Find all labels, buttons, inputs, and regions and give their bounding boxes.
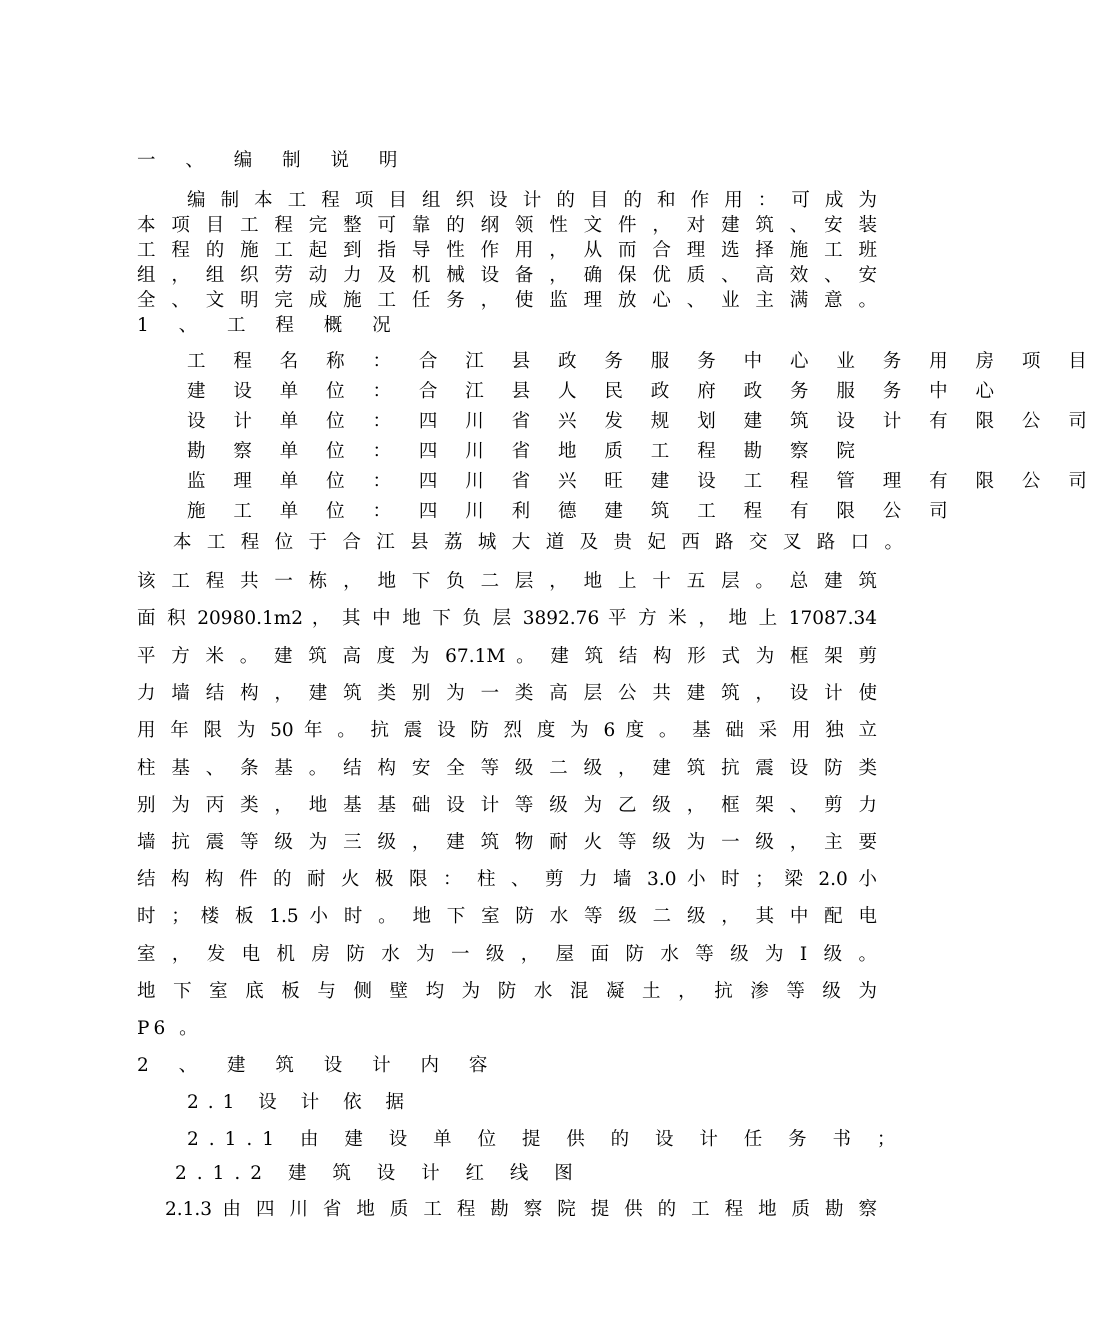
overview-line-1: 本 工 程 位 于 合 江 县 荔 城 大 道 及 贵 妃 西 路 交 叉 路 口 。 [173,532,903,553]
surveyor-row: 勘 察 单 位 ： 四 川 省 地 质 工 程 勘 察 院 [187,441,866,462]
overview-line-6: 用 年 限 为 50 年 。 抗 震 设 防 烈 度 为 6 度 。 基 础 采 用 独 立 [137,720,877,741]
design-basis-heading: 2.1 设 计 依 据 [187,1092,413,1113]
overview-line-5: 力 墙 结 构 ， 建 筑 类 别 为 一 类 高 层 公 共 建 筑 ， 设 计 使 [137,683,877,704]
basis-item-3: 2.1.3 由 四 川 省 地 质 工 程 勘 察 院 提 供 的 工 程 地 质 勘 察 [165,1199,877,1220]
intro-line-5: 全 、 文 明 完 成 施 工 任 务 ， 使 监 理 放 心 、 业 主 满 意 。 [137,290,877,311]
designer-row: 设 计 单 位 ： 四 川 省 兴 发 规 划 建 筑 设 计 有 限 公 司 [187,411,1098,432]
overview-line-12: 室 ， 发 电 机 房 防 水 为 一 级 ， 屋 面 防 水 等 级 为 Ⅰ 级 。 [137,944,877,965]
overview-line-3: 面 积 20980.1m2 ， 其 中 地 下 负 层 3892.76 平 方 米 ， 地 上 17087.34 [137,608,877,629]
intro-line-1: 编 制 本 工 程 项 目 组 织 设 计 的 目 的 和 作 用 ： 可 成 为 [187,190,877,211]
intro-line-3: 工 程 的 施 工 起 到 指 导 性 作 用 ， 从 而 合 理 选 择 施 工 班 [137,240,877,261]
overview-line-9: 墙 抗 震 等 级 为 三 级 ， 建 筑 物 耐 火 等 级 为 一 级 ， 主 要 [137,832,877,853]
overview-line-11: 时 ； 楼 板 1.5 小 时 。 地 下 室 防 水 等 级 二 级 ， 其 中 配 电 [137,906,877,927]
supervisor-row: 监 理 单 位 ： 四 川 省 兴 旺 建 设 工 程 管 理 有 限 公 司 [187,471,1098,492]
section-heading-project-overview: 1 、 工 程 概 况 [137,315,403,336]
client-row: 建 设 单 位 ： 合 江 县 人 民 政 府 政 务 服 务 中 心 [187,381,1005,402]
basis-item-1: 2.1.1 由 建 设 单 位 提 供 的 设 计 任 务 书 ； [187,1129,906,1150]
overview-line-10: 结 构 构 件 的 耐 火 极 限 ： 柱 、 剪 力 墙 3.0 小 时 ； 梁 2.0 小 [137,869,877,890]
intro-line-4: 组 ， 组 织 劳 动 力 及 机 械 设 备 ， 确 保 优 质 、 高 效 、 安 [137,265,877,286]
section-heading-architectural-design: 2 、 建 筑 设 计 内 容 [137,1055,500,1076]
contractor-row: 施 工 单 位 ： 四 川 利 德 建 筑 工 程 有 限 公 司 [187,501,959,522]
overview-line-2: 该 工 程 共 一 栋 ， 地 下 负 二 层 ， 地 上 十 五 层 。 总 建 筑 [137,571,877,592]
overview-line-13: 地 下 室 底 板 与 侧 壁 均 为 防 水 混 凝 土 ， 抗 渗 等 级 为 [137,981,877,1002]
project-name-row: 工 程 名 称 ： 合 江 县 政 务 服 务 中 心 业 务 用 房 项 目 [187,351,1098,372]
intro-line-2: 本 项 目 工 程 完 整 可 靠 的 纲 领 性 文 件 ， 对 建 筑 、 安 装 [137,215,877,236]
overview-line-14: P6 。 [137,1018,202,1039]
overview-line-4: 平 方 米 。 建 筑 高 度 为 67.1M 。 建 筑 结 构 形 式 为 框 架 剪 [137,646,877,667]
section-heading-preparation-notes: 一 、 编 制 说 明 [137,150,410,171]
overview-line-7: 柱 基 、 条 基 。 结 构 安 全 等 级 二 级 ， 建 筑 抗 震 设 防 类 [137,758,877,779]
overview-line-8: 别 为 丙 类 ， 地 基 基 础 设 计 等 级 为 乙 级 ， 框 架 、 剪 力 [137,795,877,816]
basis-item-2: 2.1.2 建 筑 设 计 红 线 图 [175,1163,583,1184]
